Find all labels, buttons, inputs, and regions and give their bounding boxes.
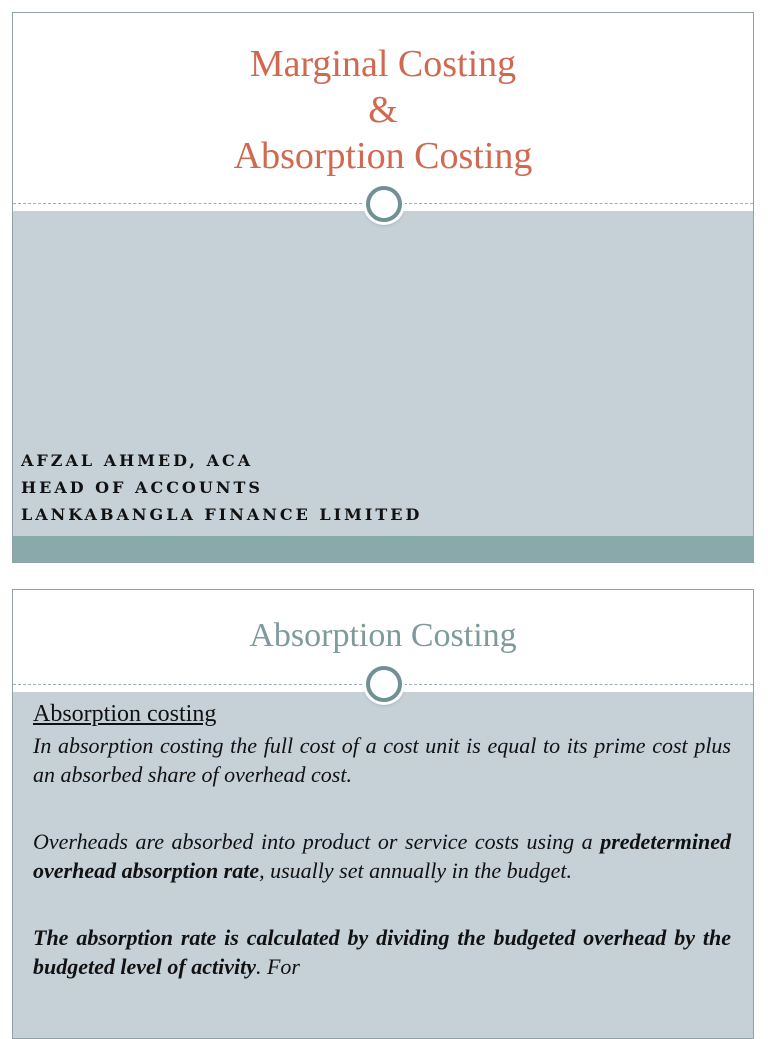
paragraph-2-text-b: , usually set annually in the budget. [259, 858, 572, 883]
paragraph-3-bold: The absorption rate is calculated by dividing the budgeted overhead by the budgeted level of activity [33, 925, 731, 979]
paragraph-1: In absorption costing the full cost of a cost unit is equal to its prime cost plus an absorbed share of overhead cost. [33, 733, 731, 787]
paragraph-3 [33, 923, 731, 981]
author-block [21, 447, 422, 528]
author-company: LANKABANGLA FINANCE LIMITED [21, 505, 423, 524]
author-position: HEAD OF ACCOUNTS [21, 478, 263, 497]
bottom-band [13, 536, 753, 562]
section-heading: Absorption costing [33, 701, 217, 727]
circle-ornament-icon [366, 666, 402, 702]
title-line-1: Marginal Costing [249, 43, 517, 85]
title-line-3: Absorption Costing [233, 135, 533, 177]
slide-title [12, 12, 754, 563]
title-line-2: & [368, 89, 398, 131]
paragraph-2-text-a: Overheads are absorbed into product or service costs using a [33, 829, 601, 854]
circle-ornament-icon [366, 186, 402, 222]
paragraph-2-bold: predetermined overhead absorption rate [33, 829, 731, 883]
slide-content [33, 699, 731, 1019]
slide-absorption-costing [12, 589, 754, 1039]
paragraph-2 [33, 827, 731, 885]
paragraph-3-text: . For [255, 954, 300, 979]
slide-title: Absorption Costing [249, 617, 517, 654]
slide-title-header [13, 13, 753, 203]
author-name: AFZAL AHMED, ACA [21, 451, 254, 470]
